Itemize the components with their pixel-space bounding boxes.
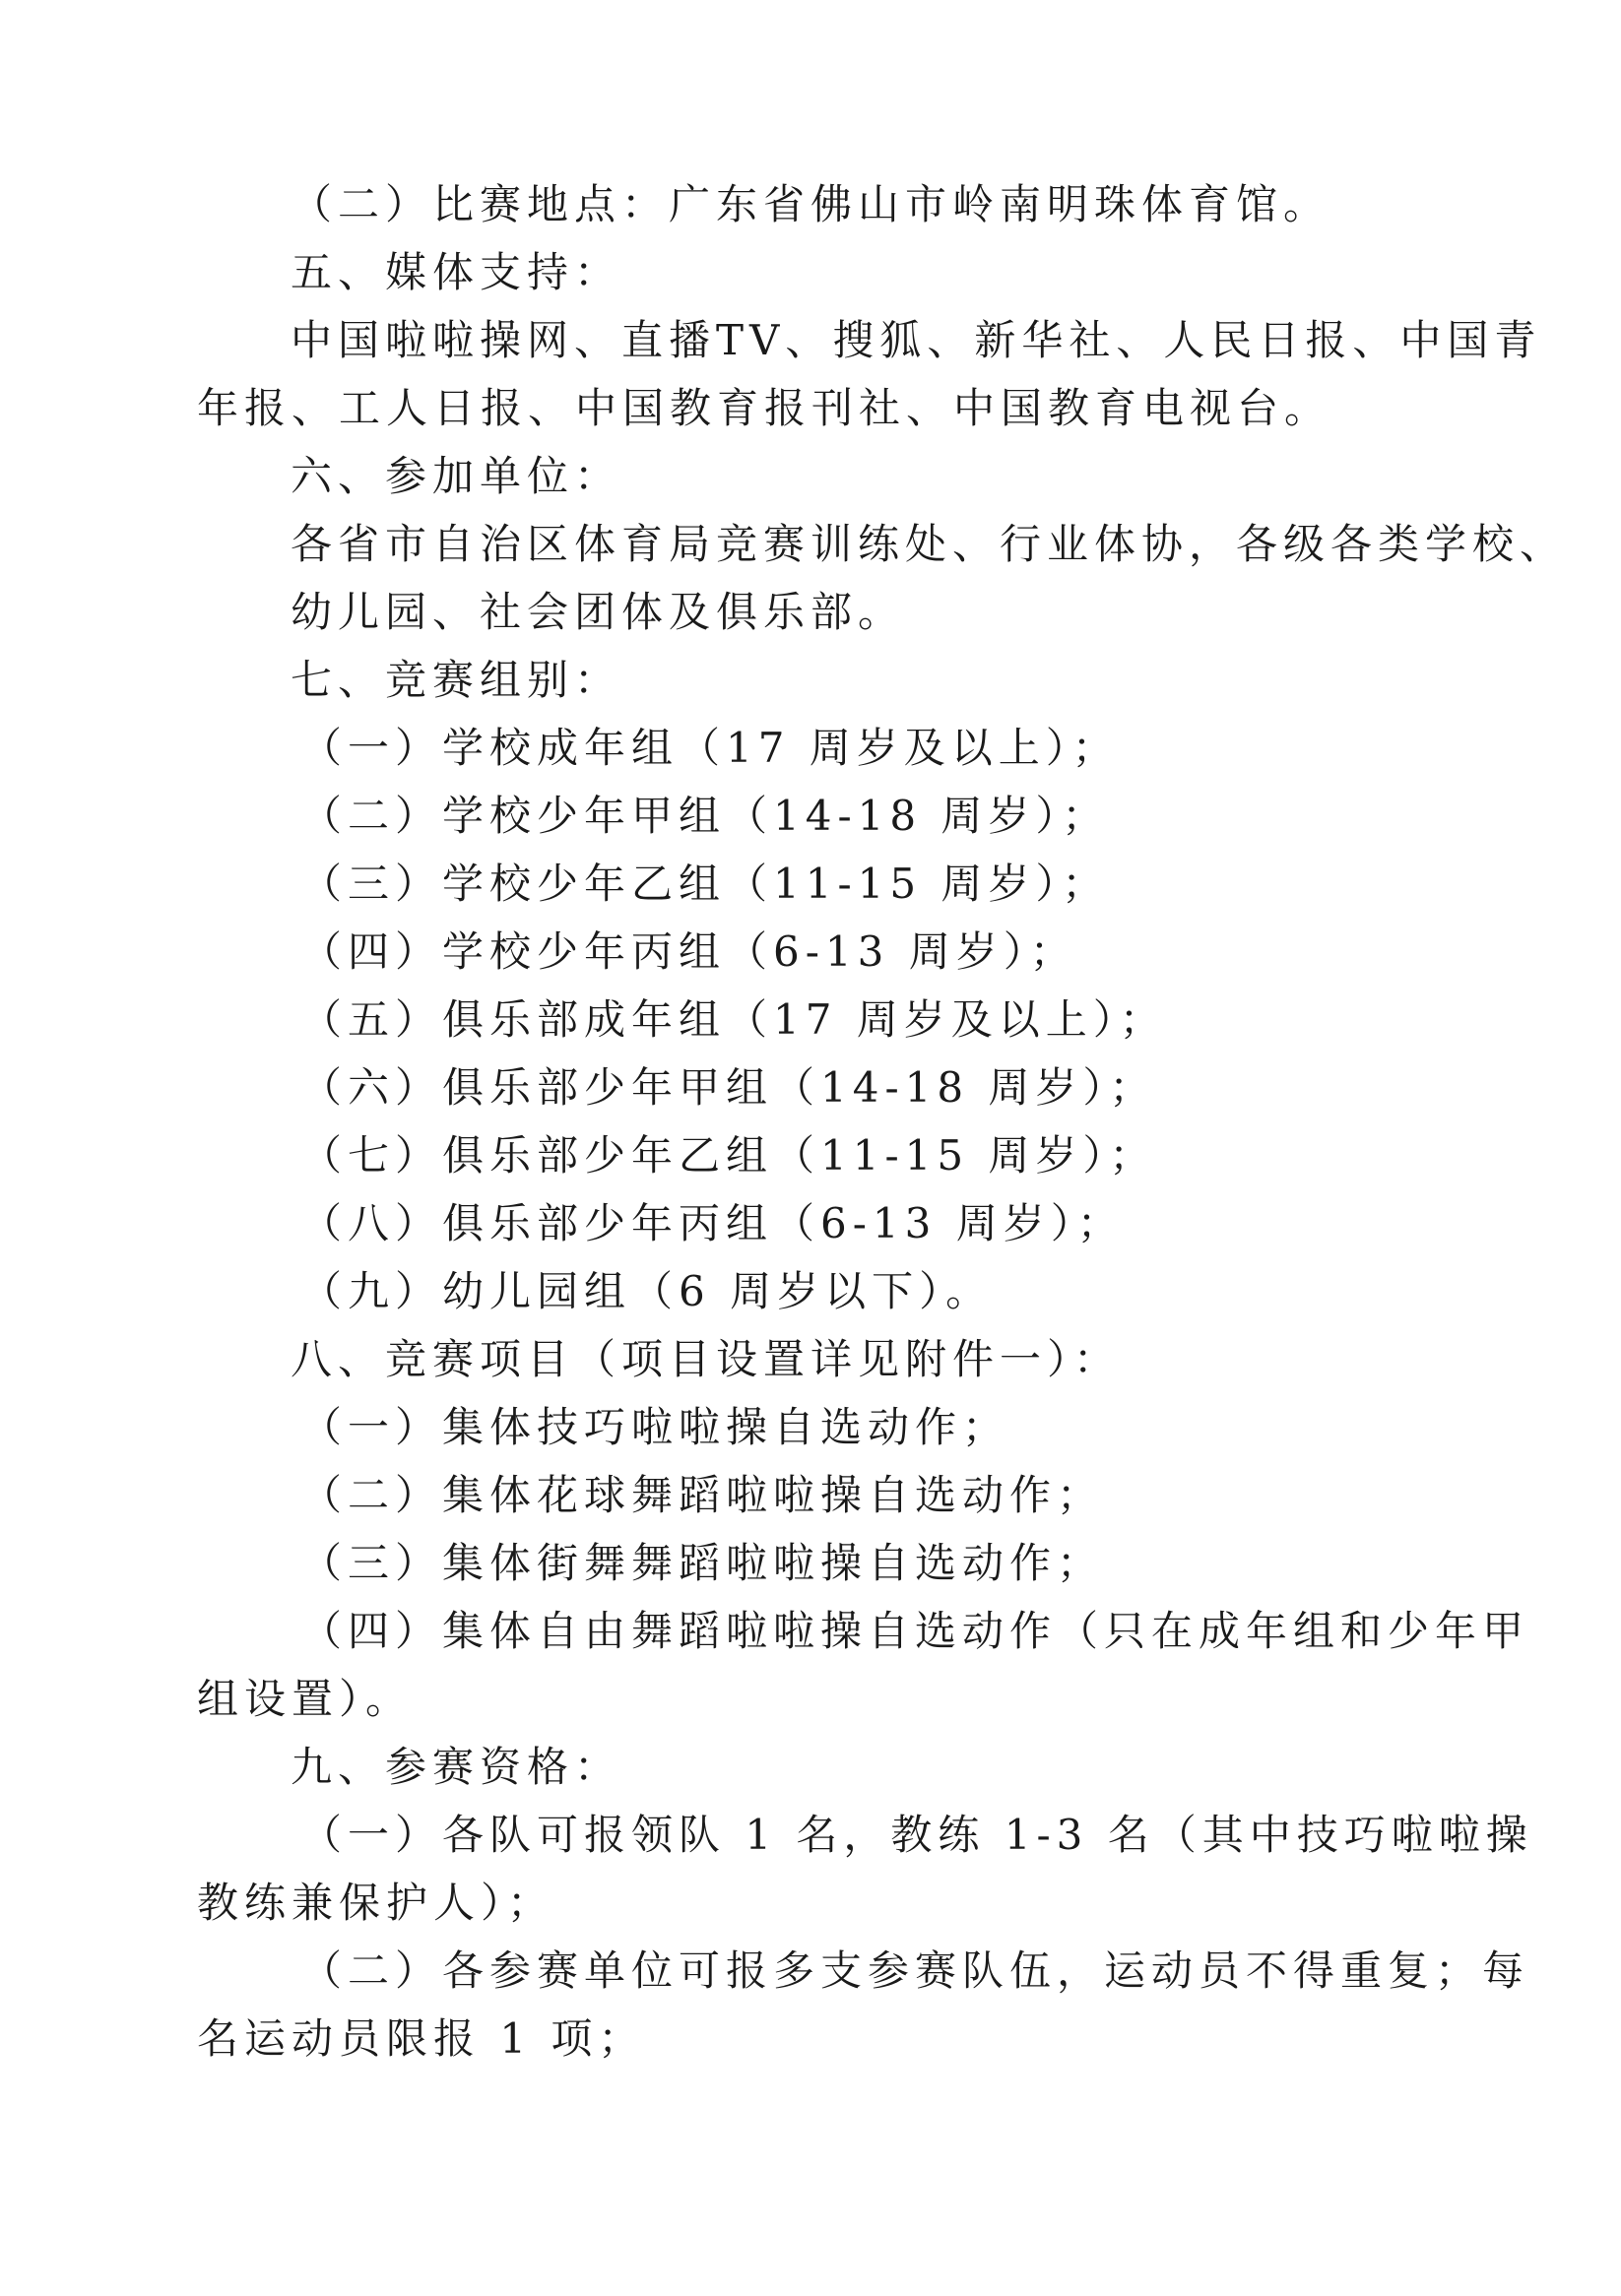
section-heading: 九、参赛资格： xyxy=(291,1743,622,1791)
list-item: （一）学校成年组（17 周岁及以上）； xyxy=(300,724,1120,772)
text-line: 教练兼保护人）； xyxy=(197,1879,555,1927)
list-item: （八）俱乐部少年丙组（6-13 周岁）； xyxy=(300,1199,1125,1247)
list-item: （三）集体街舞舞蹈啦啦操自选动作； xyxy=(300,1539,1105,1587)
list-item: （五）俱乐部成年组（17 周岁及以上）； xyxy=(300,995,1167,1044)
text-line: 组设置）。 xyxy=(197,1675,414,1723)
list-item: （一）各队可报领队 1 名，教练 1-3 名（其中技巧啦啦操 xyxy=(300,1811,1533,1859)
list-item: （三）学校少年乙组（11-15 周岁）； xyxy=(300,860,1110,908)
section-heading: 六、参加单位： xyxy=(291,452,622,500)
list-item: （二）学校少年甲组（14-18 周岁）； xyxy=(300,792,1110,840)
list-item: （四）集体自由舞蹈啦啦操自选动作（只在成年组和少年甲 xyxy=(300,1607,1530,1655)
list-item: （四）学校少年丙组（6-13 周岁）； xyxy=(300,927,1077,976)
text-line: 各省市自治区体育局竞赛训练处、行业体协，各级各类学校、 xyxy=(291,520,1568,568)
text-line: 中国啦啦操网、直播TV、搜狐、新华社、人民日报、中国青 xyxy=(291,316,1542,364)
list-item: （六）俱乐部少年甲组（14-18 周岁）； xyxy=(300,1063,1157,1112)
list-item: （七）俱乐部少年乙组（11-15 周岁）； xyxy=(300,1131,1157,1180)
list-item: （二）集体花球舞蹈啦啦操自选动作； xyxy=(300,1471,1105,1519)
section-heading: 七、竞赛组别： xyxy=(291,656,622,704)
section-heading: 五、媒体支持： xyxy=(291,248,622,296)
text-line: 名运动员限报 1 项； xyxy=(197,2014,646,2063)
list-item: （二）各参赛单位可报多支参赛队伍，运动员不得重复；每 xyxy=(300,1946,1530,1995)
text-line: 年报、工人日报、中国教育报刊社、中国教育电视台。 xyxy=(197,384,1332,432)
section-heading: 八、竞赛项目（项目设置详见附件一）： xyxy=(291,1335,1122,1383)
list-item: （九）幼儿园组（6 周岁以下）。 xyxy=(300,1267,994,1315)
text-line: 幼儿园、社会团体及俱乐部。 xyxy=(291,588,906,636)
text-line: （二）比赛地点：广东省佛山市岭南明珠体育馆。 xyxy=(291,180,1331,228)
list-item: （一）集体技巧啦啦操自选动作； xyxy=(300,1403,1010,1451)
